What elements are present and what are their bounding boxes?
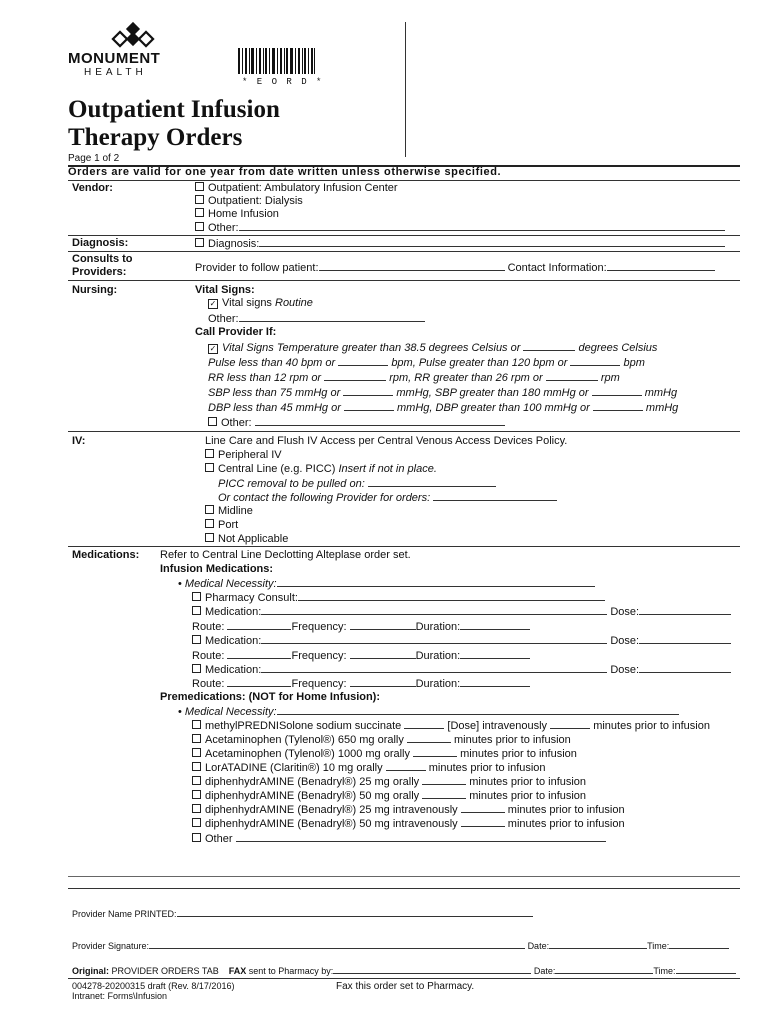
option-label: Central Line (e.g. PICC) xyxy=(218,463,336,475)
option-label: Outpatient: Ambulatory Infusion Center xyxy=(208,182,398,194)
call-text: DBP less than 45 mmHg or xyxy=(208,402,341,414)
provider-follow xyxy=(195,261,715,274)
premed-diphen-50-iv[interactable] xyxy=(192,817,625,830)
vital-other xyxy=(208,312,425,325)
call-text: mmHg xyxy=(644,387,678,399)
dose-field[interactable] xyxy=(639,663,731,673)
premed-diphen-25-iv[interactable] xyxy=(192,803,625,816)
checkbox-icon xyxy=(192,790,201,799)
fax-text: sent to Pharmacy by: xyxy=(248,966,334,976)
rule xyxy=(68,280,740,281)
route-row-2 xyxy=(192,649,530,662)
option-label: Diagnosis: xyxy=(208,238,260,250)
premed-loratadine[interactable] xyxy=(192,761,546,774)
sbp-high-field[interactable] xyxy=(592,386,642,396)
premed-text: diphenhydrAMINE (Benadryl®) 50 mg orally xyxy=(205,790,420,802)
option-label: Home Infusion xyxy=(208,208,279,220)
premed-text: methylPREDNISolone sodium succinate xyxy=(205,720,402,732)
dbp-high-field[interactable] xyxy=(593,401,643,411)
premed-text: diphenhydrAMINE (Benadryl®) 25 mg intravenously xyxy=(205,804,458,816)
iv-policy: Line Care and Flush IV Access per Central Venous Access Devices Policy. xyxy=(205,435,568,447)
premed-text: minutes prior to infusion xyxy=(593,720,710,732)
picc-removal xyxy=(218,477,496,490)
call-line-dbp xyxy=(208,401,678,414)
signature-field[interactable] xyxy=(149,940,525,949)
signature-label: Provider Signature: xyxy=(72,941,150,951)
brand-name: MONUMENT xyxy=(68,50,161,67)
checkbox-icon xyxy=(192,734,201,743)
vendor-option-home[interactable] xyxy=(195,208,279,220)
frequency-label: Frequency: xyxy=(291,621,347,633)
duration-label: Duration: xyxy=(415,678,461,690)
route-field[interactable] xyxy=(227,620,291,630)
logo xyxy=(68,18,198,78)
time-field[interactable] xyxy=(669,940,729,949)
premed-text: minutes prior to infusion xyxy=(428,762,546,774)
time-label: Time: xyxy=(647,941,670,951)
provider-name-row xyxy=(72,908,533,919)
iv-label: IV: xyxy=(72,435,86,447)
call-text: Pulse less than 40 bpm or xyxy=(208,357,336,369)
bullet-icon: • xyxy=(178,706,182,718)
consults-label-2: Providers: xyxy=(72,266,127,278)
premed-acetaminophen-1000[interactable] xyxy=(192,747,577,760)
premed-minutes-field[interactable] xyxy=(422,775,466,785)
checkbox-icon xyxy=(192,748,201,757)
rule xyxy=(68,888,740,889)
checkbox-icon xyxy=(205,463,214,472)
date-label: Date: xyxy=(527,941,550,951)
fax-note: Fax this order set to Pharmacy. xyxy=(336,981,475,992)
premed-acetaminophen-650[interactable] xyxy=(192,733,571,746)
dbp-low-field[interactable] xyxy=(344,401,394,411)
necessity-label: Medical Necessity: xyxy=(184,578,277,590)
route-label: Route: xyxy=(192,621,225,633)
necessity-field[interactable] xyxy=(277,577,595,587)
duration-field[interactable] xyxy=(460,620,530,630)
rr-high-field[interactable] xyxy=(546,371,598,381)
option-label: Peripheral IV xyxy=(218,449,282,461)
call-text: bpm, Pulse greater than 120 bpm or xyxy=(391,357,568,369)
premed-text: Acetaminophen (Tylenol®) 1000 mg orally xyxy=(205,748,410,760)
premed-text: LorATADINE (Claritin®) 10 mg orally xyxy=(205,762,383,774)
premed-minutes-field[interactable] xyxy=(413,747,457,757)
checkbox-icon xyxy=(205,449,214,458)
call-text: mmHg xyxy=(645,402,679,414)
call-other-field[interactable] xyxy=(255,416,505,426)
vendor-option-dialysis[interactable] xyxy=(195,195,303,207)
diagnosis-field[interactable] xyxy=(259,237,725,247)
call-text: bpm xyxy=(623,357,645,369)
premed-minutes-field[interactable] xyxy=(422,789,466,799)
brand-sub: HEALTH xyxy=(84,67,147,78)
checkbox-icon xyxy=(195,182,204,191)
option-label: Medication: xyxy=(205,635,262,647)
premed-text: [Dose] intravenously xyxy=(447,720,548,732)
picc-removal-field[interactable] xyxy=(368,477,496,487)
central-note: Insert if not in place. xyxy=(338,463,437,475)
call-text: degrees Celsius xyxy=(578,342,658,354)
infusion-heading: Infusion Medications: xyxy=(160,563,274,575)
checkbox-icon xyxy=(205,533,214,542)
medication-field[interactable] xyxy=(261,663,607,673)
picc-removal-label: PICC removal to be pulled on: xyxy=(218,478,365,490)
medication-3[interactable] xyxy=(192,663,731,676)
date-field[interactable] xyxy=(549,940,647,949)
diagnosis-label: Diagnosis: xyxy=(72,237,129,249)
logo-mark-icon xyxy=(68,18,198,50)
frequency-field[interactable] xyxy=(350,649,416,659)
pulse-low-field[interactable] xyxy=(338,356,388,366)
temp-field[interactable] xyxy=(523,341,575,351)
checkbox-icon xyxy=(192,592,201,601)
call-provider-heading: Call Provider If: xyxy=(195,326,277,338)
dose-label: Dose: xyxy=(610,635,640,647)
checked-box-icon: ✓ xyxy=(209,299,217,308)
call-text: RR less than 12 rpm or xyxy=(208,372,322,384)
date-field[interactable] xyxy=(555,965,653,974)
checked-box-icon: ✓ xyxy=(209,344,217,353)
fax-label: FAX xyxy=(228,966,247,976)
contact-provider xyxy=(218,491,557,504)
necessity-label: Medical Necessity: xyxy=(184,706,277,718)
vital-signs-routine[interactable] xyxy=(208,297,313,309)
route-field[interactable] xyxy=(227,649,291,659)
original-text: PROVIDER ORDERS TAB xyxy=(111,966,219,976)
provider-name-field[interactable] xyxy=(177,908,533,917)
original-fax-row xyxy=(72,965,736,976)
page-number: Page 1 of 2 xyxy=(68,153,120,164)
provider-name-label: Provider Name PRINTED: xyxy=(72,909,177,919)
medication-1[interactable] xyxy=(192,605,731,618)
checkbox-icon xyxy=(192,804,201,813)
vital-routine: Routine xyxy=(275,297,313,309)
barcode-text: * E O R D * xyxy=(242,77,324,87)
duration-field[interactable] xyxy=(460,677,530,687)
checkbox-icon xyxy=(195,222,204,231)
premed-necessity-field[interactable] xyxy=(277,705,679,715)
checkbox-icon xyxy=(205,519,214,528)
checkbox-icon xyxy=(192,833,201,842)
dose-field[interactable] xyxy=(639,605,731,615)
medications-label: Medications: xyxy=(72,549,140,561)
rr-low-field[interactable] xyxy=(324,371,386,381)
barcode-icon xyxy=(238,48,316,74)
checkbox-icon xyxy=(192,818,201,827)
premed-text: minutes prior to infusion xyxy=(460,748,577,760)
checkbox-icon xyxy=(192,720,201,729)
call-line-pulse xyxy=(208,356,645,369)
time-label: Time: xyxy=(653,966,676,976)
rule xyxy=(68,251,740,252)
call-line-rr xyxy=(208,371,620,384)
premed-minutes-field[interactable] xyxy=(461,817,505,827)
iv-not-applicable[interactable] xyxy=(205,533,288,545)
checkbox-icon xyxy=(195,195,204,204)
header-divider xyxy=(405,22,406,157)
premed-text: diphenhydrAMINE (Benadryl®) 50 mg intravenously xyxy=(205,818,458,830)
checkbox-icon xyxy=(192,762,201,771)
rule xyxy=(68,876,740,877)
checkbox-icon xyxy=(205,505,214,514)
premed-necessity xyxy=(178,705,679,718)
barcode xyxy=(238,48,324,87)
iv-central-line[interactable] xyxy=(205,463,437,475)
doc-code: 004278-20200315 draft (Rev. 8/17/2016) xyxy=(72,981,235,991)
frequency-label: Frequency: xyxy=(291,650,347,662)
fax-field[interactable] xyxy=(333,965,531,974)
frequency-label: Frequency: xyxy=(291,678,347,690)
option-label: Midline xyxy=(218,505,253,517)
premed-text: minutes prior to infusion xyxy=(469,790,587,802)
route-row-1 xyxy=(192,620,530,633)
contact-label: Contact Information: xyxy=(507,262,607,274)
option-label: Medication: xyxy=(205,664,262,676)
rule xyxy=(68,546,740,547)
option-label: Not Applicable xyxy=(218,533,289,545)
pharmacy-consult[interactable] xyxy=(192,591,605,604)
checkbox-icon xyxy=(192,606,201,615)
dose-field[interactable] xyxy=(639,634,731,644)
option-label: Other xyxy=(205,833,233,845)
option-label: Other: xyxy=(208,222,239,234)
vital-prefix: Vital signs xyxy=(222,297,272,309)
duration-field[interactable] xyxy=(460,649,530,659)
intranet-path: Intranet: Forms\Infusion xyxy=(72,991,168,1001)
premed-text: minutes prior to infusion xyxy=(507,818,625,830)
option-label: Outpatient: Dialysis xyxy=(208,195,303,207)
provider-follow-field[interactable] xyxy=(319,261,505,271)
premed-other-field[interactable] xyxy=(236,832,606,842)
premed-methylpred[interactable] xyxy=(192,719,710,732)
rule xyxy=(68,180,740,181)
premed-text: minutes prior to infusion xyxy=(454,734,571,746)
rule xyxy=(68,431,740,432)
refer-note: Refer to Central Line Declotting Alteplase order set. xyxy=(160,549,411,561)
provider-signature-row xyxy=(72,940,729,951)
premed-text: minutes prior to infusion xyxy=(507,804,625,816)
dose-label: Dose: xyxy=(610,606,640,618)
option-label: Pharmacy Consult: xyxy=(205,592,298,604)
contact-field[interactable] xyxy=(607,261,715,271)
premed-minutes-field[interactable] xyxy=(550,719,590,729)
call-line-temp xyxy=(208,341,657,354)
premed-diphen-50-oral[interactable] xyxy=(192,789,586,802)
duration-label: Duration: xyxy=(415,650,461,662)
provider-follow-label: Provider to follow patient: xyxy=(195,262,319,274)
vendor-label: Vendor: xyxy=(72,182,113,194)
premed-minutes-field[interactable] xyxy=(386,761,426,771)
contact-provider-label: Or contact the following Provider for orders: xyxy=(218,492,431,504)
premed-minutes-field[interactable] xyxy=(407,733,451,743)
contact-provider-field[interactable] xyxy=(433,491,557,501)
checkbox-icon xyxy=(208,417,217,426)
vital-other-label: Other: xyxy=(208,313,239,325)
call-text: SBP less than 75 mmHg or xyxy=(208,387,341,399)
medical-necessity xyxy=(178,577,595,590)
premed-other[interactable] xyxy=(192,832,606,845)
dose-label: Dose: xyxy=(610,664,640,676)
route-label: Route: xyxy=(192,678,225,690)
sbp-low-field[interactable] xyxy=(343,386,393,396)
checkbox-icon xyxy=(192,635,201,644)
premed-text: minutes prior to infusion xyxy=(469,776,587,788)
frequency-field[interactable] xyxy=(350,620,416,630)
iv-midline[interactable] xyxy=(205,505,253,517)
rule xyxy=(68,235,740,236)
medication-2[interactable] xyxy=(192,634,731,647)
iv-port[interactable] xyxy=(205,519,238,531)
route-field[interactable] xyxy=(227,677,291,687)
option-label: Medication: xyxy=(205,606,262,618)
title-line-2: Therapy Orders xyxy=(68,124,243,151)
vendor-option-ambulatory[interactable] xyxy=(195,182,398,194)
vital-signs-heading: Vital Signs: xyxy=(195,284,255,296)
rule xyxy=(68,978,740,979)
option-label: Port xyxy=(218,519,239,531)
call-text: rpm, RR greater than 26 rpm or xyxy=(389,372,543,384)
original-label: Original: xyxy=(72,966,110,976)
bullet-icon: • xyxy=(178,578,182,590)
validity-note: Orders are valid for one year from date written unless otherwise specified. xyxy=(68,166,502,178)
premed-text: diphenhydrAMINE (Benadryl®) 25 mg orally xyxy=(205,776,420,788)
pulse-high-field[interactable] xyxy=(570,356,620,366)
premed-heading: Premedications: (NOT for Home Infusion): xyxy=(160,691,381,703)
call-text: mmHg, DBP greater than 100 mmHg or xyxy=(397,402,590,414)
checkbox-icon xyxy=(195,238,204,247)
route-label: Route: xyxy=(192,650,225,662)
medication-field[interactable] xyxy=(261,634,607,644)
option-label: Other: xyxy=(221,417,252,429)
duration-label: Duration: xyxy=(415,621,461,633)
frequency-field[interactable] xyxy=(350,677,416,687)
diagnosis-option[interactable] xyxy=(195,237,725,250)
premed-minutes-field[interactable] xyxy=(461,803,505,813)
call-text: rpm xyxy=(600,372,620,384)
nursing-label: Nursing: xyxy=(72,284,118,296)
pharmacy-field[interactable] xyxy=(298,591,605,601)
checkbox-icon xyxy=(192,664,201,673)
route-row-3 xyxy=(192,677,530,690)
checkbox-icon xyxy=(195,208,204,217)
premed-dose-field[interactable] xyxy=(404,719,444,729)
iv-peripheral[interactable] xyxy=(205,449,282,461)
call-text: mmHg, SBP greater than 180 mmHg or xyxy=(396,387,589,399)
date-label: Date: xyxy=(533,966,556,976)
call-other[interactable] xyxy=(208,416,505,429)
title-line-1: Outpatient Infusion xyxy=(68,96,280,123)
vendor-option-other[interactable] xyxy=(195,221,725,234)
checkbox-icon xyxy=(192,776,201,785)
time-field[interactable] xyxy=(676,965,736,974)
premed-diphen-25-oral[interactable] xyxy=(192,775,586,788)
medication-field[interactable] xyxy=(261,605,607,615)
call-line-sbp xyxy=(208,386,677,399)
premed-text: Acetaminophen (Tylenol®) 650 mg orally xyxy=(205,734,404,746)
vendor-other-field[interactable] xyxy=(239,221,725,231)
call-text: Vital Signs Temperature greater than 38.5 degrees Celsius or xyxy=(222,342,521,354)
vital-other-field[interactable] xyxy=(239,312,425,322)
consults-label: Consults to xyxy=(72,253,133,265)
